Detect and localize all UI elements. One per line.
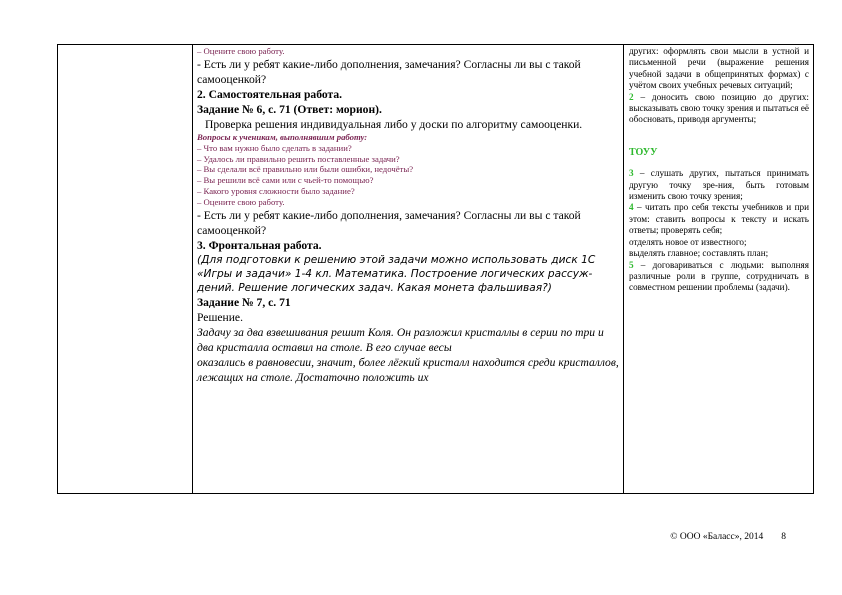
skill-text-4c: выделять главное; составлять план;	[629, 248, 769, 259]
skill-text: – слушать других, пытаться принимать другую точку зре-ния, быть готовым изменить свою точку зрения;	[629, 168, 809, 202]
additions-prompt-2: - Есть ли у ребят какие-либо дополнения, замечания? Согласны ли вы с такой самооценкой?	[197, 208, 581, 237]
table-row	[58, 45, 814, 494]
question-item: – Оцените свою работу.	[197, 196, 285, 207]
skill-number: 4	[629, 202, 634, 213]
skill-text: – договариваться с людьми: выполняя различные роли в группе, сотрудничать в совместном решении проблемы (задачи).	[629, 259, 809, 293]
question-item: – Что вам нужно было сделать в задании?	[197, 142, 352, 153]
section-independent-work: 2. Самостоятельная работа.	[197, 87, 343, 101]
question-item: – Удалось ли правильно решить поставленные задачи?	[197, 153, 400, 164]
solution-label: Решение.	[197, 310, 243, 324]
lesson-table	[57, 44, 814, 494]
task-7-heading: Задание № 7, с. 71	[197, 295, 291, 309]
skill-text-4b: отделять новое от известного;	[629, 236, 747, 247]
skill-item-5	[629, 260, 809, 294]
question-item: – Вы решили всё сами или с чьей-то помощью?	[197, 175, 374, 186]
solution-text-1: Задачу за два взвешивания решит Коля. Он разложил кристаллы в серии по три и два кристалла оставил на столе. В его случае весы	[197, 325, 604, 354]
content-column-cell	[193, 45, 624, 494]
preparation-note: (Для подготовки к решению этой задачи можно использовать диск 1С «Игры и задачи» 1-4 кл. Математика. Построение логических рассуж-дений. Решение логических задач. Какая монета фальшивая?)	[197, 253, 596, 294]
check-instruction: Проверка решения индивидуальная либо у доски по алгоритму самооценки.	[205, 117, 583, 131]
skill-text: – читать про себя тексты учебников и при этом: ставить вопросы к тексту и искать ответы; проверять себя;	[629, 202, 809, 236]
task-6-heading: Задание № 6, с. 71 (Ответ: морион).	[197, 102, 382, 116]
question-evaluate-top: – Оцените свою работу.	[197, 46, 285, 56]
question-item: – Вы сделали всё правильно или были ошибки, недочёты?	[197, 164, 414, 175]
spacer	[629, 126, 809, 140]
skill-text-1: других: оформлять свои мысли в устной и письменной речи (выражение решения учебной задачи в общепринятых формах) с учётом своих учебных речевых ситуаций;	[629, 46, 809, 91]
skill-item-4	[629, 202, 809, 236]
page-footer	[670, 532, 786, 542]
stage-column-cell	[58, 45, 193, 494]
skill-item-3	[629, 168, 809, 202]
skill-number: 2	[629, 91, 634, 102]
additions-prompt-1: - Есть ли у ребят какие-либо дополнения, замечания? Согласны ли вы с такой самооценкой?	[197, 57, 581, 86]
skills-column-cell	[624, 45, 814, 494]
copyright-text: © ООО «Баласс», 2014	[670, 532, 764, 542]
question-item: – Какого уровня сложности было задание?	[197, 185, 355, 196]
skill-number: 3	[629, 168, 634, 179]
section-frontal-work: 3. Фронтальная работа.	[197, 238, 322, 252]
skill-item-2	[629, 92, 809, 126]
skill-number: 5	[629, 259, 634, 270]
skill-text: – доносить свою позицию до других: высказывать свою точку зрения и пытаться её обосновать, приводя аргументы;	[629, 91, 809, 125]
solution-text-2: оказались в равновесии, значит, более лёгкий кристалл находится среди кристаллов, лежащих на столе. Достаточно положить их	[197, 355, 619, 384]
section-toyy-heading: ТОУУ	[629, 146, 658, 158]
page-number: 8	[781, 532, 786, 542]
questions-heading: Вопросы к ученикам, выполнявшим работу:	[197, 131, 368, 142]
